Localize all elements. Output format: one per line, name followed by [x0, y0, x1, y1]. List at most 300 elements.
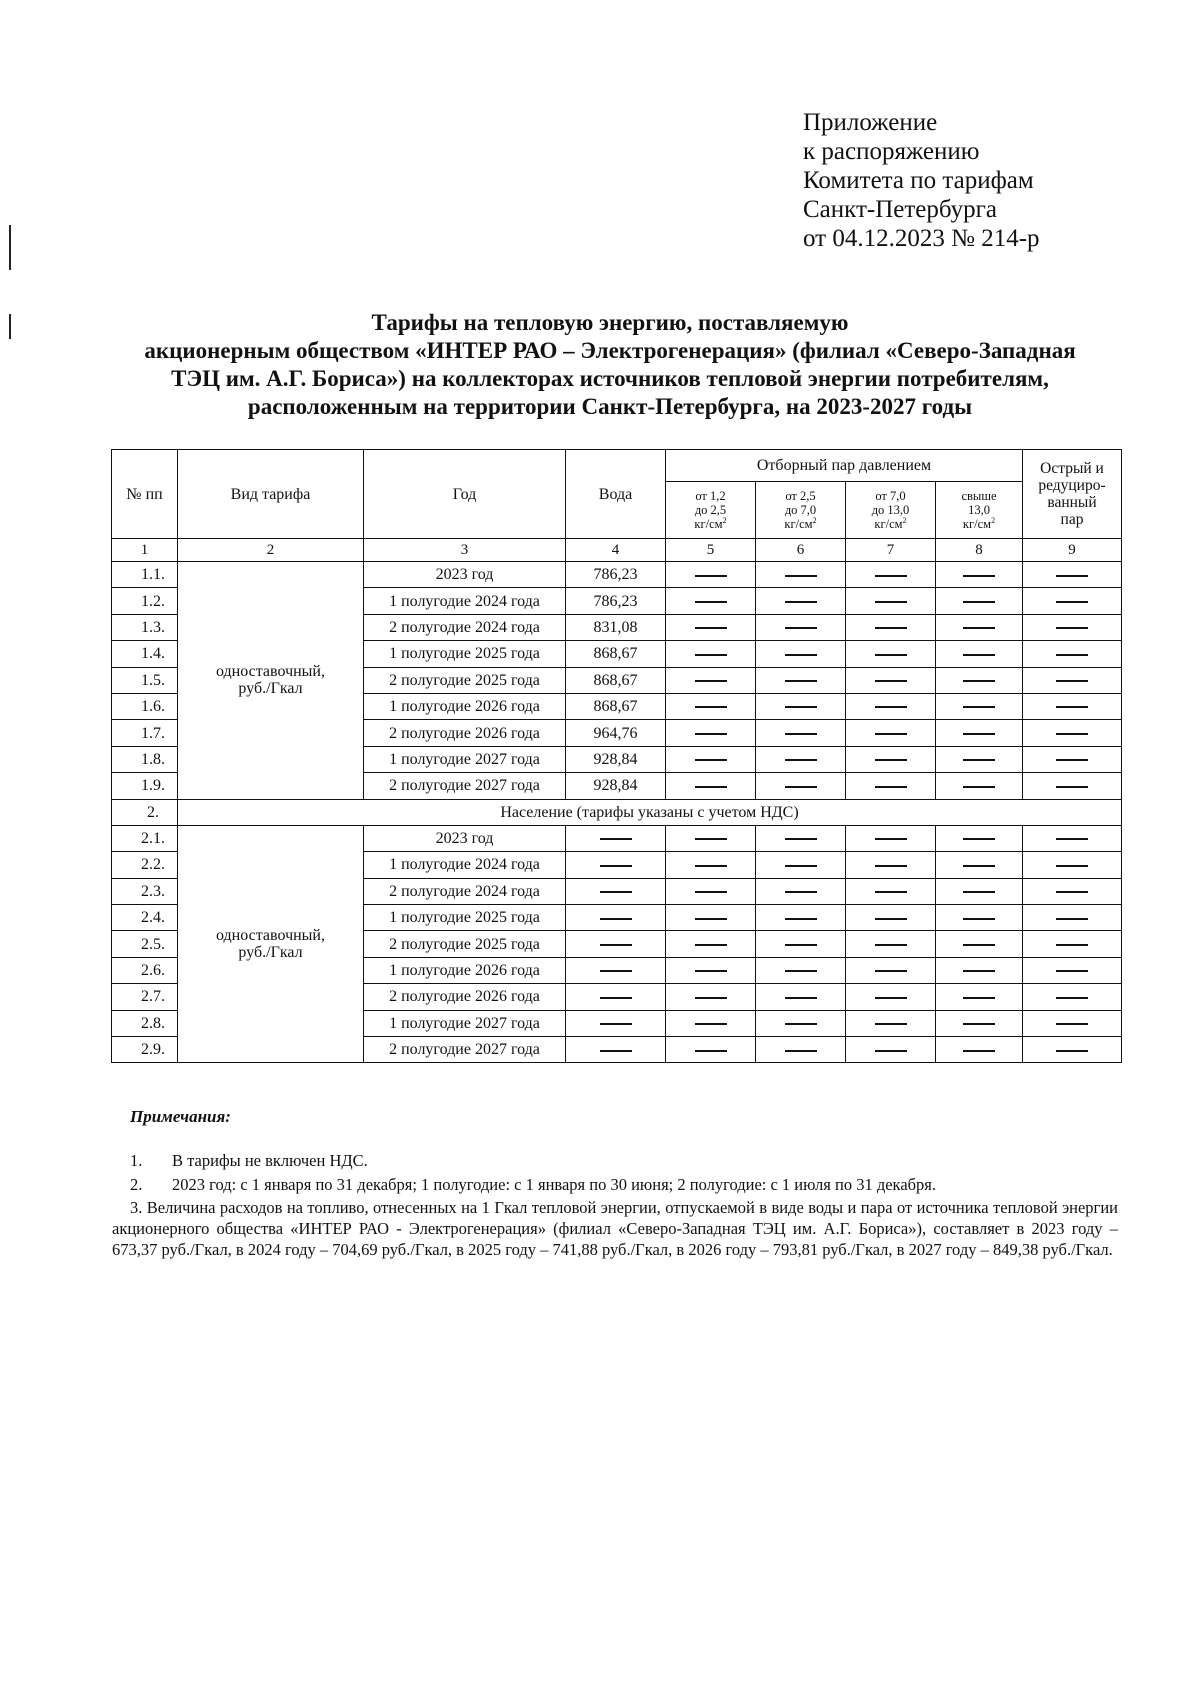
dash-mark: [875, 786, 907, 788]
empty-value-cell: [566, 1037, 666, 1063]
dash-mark: [785, 838, 817, 840]
dash-mark: [963, 918, 995, 920]
dash-mark: [1056, 601, 1088, 603]
empty-value-cell: [756, 984, 846, 1010]
dash-mark: [875, 759, 907, 761]
empty-value-cell: [846, 1037, 936, 1063]
empty-value-cell: [756, 905, 846, 931]
dash-mark: [875, 970, 907, 972]
empty-value-cell: [846, 957, 936, 983]
empty-value-cell: [756, 1010, 846, 1036]
dash-mark: [695, 838, 727, 840]
dash-mark: [963, 1050, 995, 1052]
empty-value-cell: [936, 562, 1023, 588]
unit-exponent: 2: [991, 515, 996, 525]
dash-mark: [963, 997, 995, 999]
dash-mark: [1056, 944, 1088, 946]
empty-value-cell: [756, 562, 846, 588]
column-number: 7: [846, 539, 936, 562]
table-row: [112, 825, 1122, 851]
empty-value-cell: [756, 773, 846, 799]
empty-value-cell: [936, 588, 1023, 614]
margin-mark: [9, 314, 11, 339]
note-number: 2.: [130, 1175, 143, 1194]
dash-mark: [695, 680, 727, 682]
period-cell: 2 полугодие 2027 года: [364, 773, 566, 799]
empty-value-cell: [936, 957, 1023, 983]
empty-value-cell: [846, 878, 936, 904]
dash-mark: [963, 759, 995, 761]
dash-mark: [785, 733, 817, 735]
empty-value-cell: [666, 931, 756, 957]
water-tariff-cell: 868,67: [566, 667, 666, 693]
empty-value-cell: [756, 878, 846, 904]
margin-mark: [9, 225, 11, 270]
column-number: 3: [364, 539, 566, 562]
column-number: 4: [566, 539, 666, 562]
period-cell: 1 полугодие 2027 года: [364, 746, 566, 772]
empty-value-cell: [666, 878, 756, 904]
empty-value-cell: [936, 1037, 1023, 1063]
empty-value-cell: [846, 984, 936, 1010]
dash-mark: [1056, 918, 1088, 920]
dash-mark: [785, 654, 817, 656]
dash-mark: [695, 733, 727, 735]
empty-value-cell: [936, 746, 1023, 772]
dash-mark: [963, 654, 995, 656]
dash-mark: [785, 997, 817, 999]
tariff-type-text: одноставочный,: [216, 663, 325, 681]
empty-value-cell: [1023, 562, 1122, 588]
header-sharp-steam: [1023, 450, 1122, 539]
dash-mark: [695, 627, 727, 629]
row-number-cell: 2.3.: [112, 878, 178, 904]
dash-mark: [695, 601, 727, 603]
dash-mark: [600, 838, 632, 840]
period-cell: 2 полугодие 2027 года: [364, 1037, 566, 1063]
empty-value-cell: [936, 825, 1023, 851]
header-text: от 7,0: [875, 489, 906, 503]
empty-value-cell: [756, 720, 846, 746]
dash-mark: [600, 997, 632, 999]
dash-mark: [875, 865, 907, 867]
dash-mark: [1056, 759, 1088, 761]
empty-value-cell: [666, 773, 756, 799]
empty-value-cell: [756, 614, 846, 640]
title-line: Тарифы на тепловую энергию, поставляемую: [371, 310, 849, 335]
empty-value-cell: [1023, 957, 1122, 983]
water-tariff-cell: 964,76: [566, 720, 666, 746]
empty-value-cell: [666, 667, 756, 693]
empty-value-cell: [666, 905, 756, 931]
empty-value-cell: [566, 957, 666, 983]
column-number: 2: [178, 539, 364, 562]
empty-value-cell: [756, 931, 846, 957]
dash-mark: [963, 601, 995, 603]
empty-value-cell: [666, 984, 756, 1010]
dash-mark: [1056, 865, 1088, 867]
period-cell: 2 полугодие 2026 года: [364, 720, 566, 746]
dash-mark: [695, 865, 727, 867]
dash-mark: [875, 944, 907, 946]
dash-mark: [1056, 838, 1088, 840]
dash-mark: [875, 838, 907, 840]
empty-value-cell: [1023, 1037, 1122, 1063]
empty-value-cell: [1023, 878, 1122, 904]
note-2: [130, 1174, 936, 1195]
header-steam-1-2-to-2-5: [666, 482, 756, 539]
dash-mark: [1056, 706, 1088, 708]
row-number-cell: 2.6.: [112, 957, 178, 983]
empty-value-cell: [936, 984, 1023, 1010]
period-cell: 2 полугодие 2024 года: [364, 614, 566, 640]
dash-mark: [695, 706, 727, 708]
empty-value-cell: [1023, 693, 1122, 719]
appendix-line: Санкт-Петербурга: [803, 196, 998, 223]
empty-value-cell: [1023, 825, 1122, 851]
tariff-type-text: руб./Гкал: [238, 680, 303, 698]
header-steam-7-0-to-13-0: [846, 482, 936, 539]
header-text: ванный: [1047, 494, 1097, 511]
water-tariff-cell: 786,23: [566, 588, 666, 614]
dash-mark: [963, 575, 995, 577]
dash-mark: [875, 918, 907, 920]
empty-value-cell: [756, 641, 846, 667]
section-label: Население (тарифы указаны с учетом НДС): [178, 799, 1122, 825]
empty-value-cell: [936, 614, 1023, 640]
dash-mark: [1056, 654, 1088, 656]
dash-mark: [875, 627, 907, 629]
dash-mark: [875, 575, 907, 577]
dash-mark: [785, 706, 817, 708]
notes-title: Примечания:: [130, 1107, 231, 1126]
dash-mark: [785, 627, 817, 629]
row-number-cell: 2.1.: [112, 825, 178, 851]
empty-value-cell: [756, 1037, 846, 1063]
header-water: Вода: [566, 450, 666, 539]
dash-mark: [1056, 997, 1088, 999]
note-3: 3. Величина расходов на топливо, отнесенных на 1 Гкал тепловой энергии, отпускаемой в виде воды и пара от источника тепловой энергии акционерного общества «ИНТЕР РАО - Электрогенерация» (филиал «Северо-Западная ТЭЦ им. А.Г. Бориса»), составляет в 2023 году – 673,37 руб./Гкал, в 2024 году – 704,69 руб./Гкал, в 2025 году – 741,88 руб./Гкал, в 2026 году – 793,81 руб./Гкал, в 2027 году – 849,38 руб./Гкал.: [112, 1198, 1118, 1259]
empty-value-cell: [1023, 931, 1122, 957]
header-steam-group: Отборный пар давлением: [666, 450, 1023, 482]
note-number: 1.: [130, 1151, 143, 1170]
dash-mark: [695, 891, 727, 893]
dash-mark: [695, 1023, 727, 1025]
row-number-cell: 2.8.: [112, 1010, 178, 1036]
header-steam-over-13-0: [936, 482, 1023, 539]
empty-value-cell: [846, 852, 936, 878]
dash-mark: [963, 706, 995, 708]
unit-exponent: 2: [812, 515, 817, 525]
dash-mark: [1056, 891, 1088, 893]
row-number-cell: 1.5.: [112, 667, 178, 693]
water-tariff-cell: 928,84: [566, 773, 666, 799]
dash-mark: [785, 786, 817, 788]
dash-mark: [600, 865, 632, 867]
column-number: 5: [666, 539, 756, 562]
column-number: 8: [936, 539, 1023, 562]
row-number-cell: 1.8.: [112, 746, 178, 772]
empty-value-cell: [936, 641, 1023, 667]
dash-mark: [875, 706, 907, 708]
empty-value-cell: [846, 773, 936, 799]
header-text: свыше: [961, 489, 997, 503]
empty-value-cell: [666, 746, 756, 772]
header-text: редуциро-: [1038, 477, 1106, 494]
dash-mark: [785, 865, 817, 867]
tariff-table: [111, 449, 1122, 1063]
dash-mark: [785, 1050, 817, 1052]
dash-mark: [1056, 575, 1088, 577]
header-pp: № пп: [112, 450, 178, 539]
empty-value-cell: [1023, 905, 1122, 931]
empty-value-cell: [666, 1037, 756, 1063]
dash-mark: [600, 891, 632, 893]
empty-value-cell: [936, 773, 1023, 799]
period-cell: 1 полугодие 2025 года: [364, 641, 566, 667]
row-number-cell: 1.6.: [112, 693, 178, 719]
empty-value-cell: [846, 720, 936, 746]
row-number-cell: 2.7.: [112, 984, 178, 1010]
row-number-cell: 1.7.: [112, 720, 178, 746]
note-text: 2023 год: с 1 января по 31 декабря; 1 полугодие: с 1 января по 30 июня; 2 полугодие: с 1 июля по 31 декабря.: [172, 1175, 937, 1194]
dash-mark: [963, 786, 995, 788]
empty-value-cell: [566, 852, 666, 878]
empty-value-cell: [846, 905, 936, 931]
empty-value-cell: [1023, 852, 1122, 878]
dash-mark: [785, 891, 817, 893]
empty-value-cell: [1023, 641, 1122, 667]
empty-value-cell: [1023, 1010, 1122, 1036]
dash-mark: [963, 733, 995, 735]
empty-value-cell: [1023, 746, 1122, 772]
header-unit: кг/см: [694, 517, 723, 531]
empty-value-cell: [936, 1010, 1023, 1036]
dash-mark: [695, 1050, 727, 1052]
row-number-cell: 2.2.: [112, 852, 178, 878]
row-number-cell: 2.9.: [112, 1037, 178, 1063]
dash-mark: [600, 1050, 632, 1052]
empty-value-cell: [1023, 588, 1122, 614]
dash-mark: [1056, 627, 1088, 629]
period-cell: 1 полугодие 2026 года: [364, 693, 566, 719]
header-text: до 7,0: [784, 503, 817, 517]
dash-mark: [785, 1023, 817, 1025]
dash-mark: [875, 601, 907, 603]
empty-value-cell: [666, 852, 756, 878]
empty-value-cell: [846, 825, 936, 851]
dash-mark: [1056, 786, 1088, 788]
row-number-cell: 1.2.: [112, 588, 178, 614]
empty-value-cell: [936, 852, 1023, 878]
dash-mark: [695, 654, 727, 656]
dash-mark: [1056, 680, 1088, 682]
row-number-cell: 1.1.: [112, 562, 178, 588]
empty-value-cell: [846, 588, 936, 614]
dash-mark: [875, 891, 907, 893]
empty-value-cell: [846, 931, 936, 957]
empty-value-cell: [566, 878, 666, 904]
title-line: ТЭЦ им. А.Г. Бориса») на коллекторах источников тепловой энергии потребителям,: [171, 366, 1049, 391]
dash-mark: [785, 759, 817, 761]
header-text: до 2,5: [694, 503, 727, 517]
empty-value-cell: [756, 957, 846, 983]
dash-mark: [875, 1023, 907, 1025]
row-number-cell: 1.3.: [112, 614, 178, 640]
water-tariff-cell: 928,84: [566, 746, 666, 772]
empty-value-cell: [666, 562, 756, 588]
dash-mark: [695, 944, 727, 946]
dash-mark: [695, 918, 727, 920]
period-cell: 2 полугодие 2024 года: [364, 878, 566, 904]
dash-mark: [1056, 970, 1088, 972]
header-text: до 13,0: [871, 503, 910, 517]
empty-value-cell: [566, 931, 666, 957]
period-cell: 2 полугодие 2025 года: [364, 667, 566, 693]
empty-value-cell: [846, 1010, 936, 1036]
dash-mark: [963, 865, 995, 867]
empty-value-cell: [566, 984, 666, 1010]
empty-value-cell: [666, 693, 756, 719]
dash-mark: [600, 944, 632, 946]
dash-mark: [695, 970, 727, 972]
dash-mark: [875, 1050, 907, 1052]
dash-mark: [695, 997, 727, 999]
dash-mark: [963, 944, 995, 946]
header-text: 13,0: [968, 503, 990, 517]
row-number-cell: 2.4.: [112, 905, 178, 931]
period-cell: 1 полугодие 2026 года: [364, 957, 566, 983]
dash-mark: [875, 680, 907, 682]
empty-value-cell: [666, 588, 756, 614]
empty-value-cell: [1023, 773, 1122, 799]
empty-value-cell: [1023, 720, 1122, 746]
appendix-line: Приложение: [803, 109, 938, 136]
empty-value-cell: [666, 641, 756, 667]
dash-mark: [875, 997, 907, 999]
empty-value-cell: [846, 562, 936, 588]
empty-value-cell: [936, 720, 1023, 746]
period-cell: 2 полугодие 2026 года: [364, 984, 566, 1010]
tariff-type-text: руб./Гкал: [238, 944, 303, 962]
dash-mark: [1056, 1023, 1088, 1025]
dash-mark: [963, 627, 995, 629]
period-cell: 1 полугодие 2027 года: [364, 1010, 566, 1036]
empty-value-cell: [846, 693, 936, 719]
empty-value-cell: [756, 588, 846, 614]
dash-mark: [785, 575, 817, 577]
period-cell: 2 полугодие 2025 года: [364, 931, 566, 957]
empty-value-cell: [936, 905, 1023, 931]
dash-mark: [785, 680, 817, 682]
water-tariff-cell: 868,67: [566, 693, 666, 719]
dash-mark: [963, 838, 995, 840]
row-number-cell: 1.4.: [112, 641, 178, 667]
empty-value-cell: [846, 614, 936, 640]
dash-mark: [600, 1023, 632, 1025]
empty-value-cell: [936, 878, 1023, 904]
column-number-row: [112, 539, 1122, 562]
header-text: Острый и: [1040, 460, 1104, 477]
period-cell: 2023 год: [364, 562, 566, 588]
period-cell: 1 полугодие 2024 года: [364, 588, 566, 614]
appendix-line: к распоряжению: [803, 138, 980, 165]
dash-mark: [785, 601, 817, 603]
header-year: Год: [364, 450, 566, 539]
header-steam-2-5-to-7-0: [756, 482, 846, 539]
dash-mark: [963, 1023, 995, 1025]
water-tariff-cell: 831,08: [566, 614, 666, 640]
header-unit: кг/см: [962, 517, 992, 531]
dash-mark: [875, 733, 907, 735]
dash-mark: [695, 575, 727, 577]
empty-value-cell: [846, 667, 936, 693]
empty-value-cell: [846, 746, 936, 772]
dash-mark: [1056, 1050, 1088, 1052]
row-number-cell: 2.: [112, 799, 178, 825]
water-tariff-cell: 868,67: [566, 641, 666, 667]
dash-mark: [695, 786, 727, 788]
empty-value-cell: [666, 720, 756, 746]
row-number-cell: 2.5.: [112, 931, 178, 957]
appendix-line: Комитета по тарифам: [803, 167, 1034, 194]
empty-value-cell: [666, 957, 756, 983]
dash-mark: [1056, 733, 1088, 735]
appendix-block: [803, 108, 1040, 253]
empty-value-cell: [756, 693, 846, 719]
table-row: [112, 562, 1122, 588]
tariff-type-cell: [178, 825, 364, 1063]
empty-value-cell: [936, 693, 1023, 719]
empty-value-cell: [936, 931, 1023, 957]
tariff-type-cell: [178, 562, 364, 800]
dash-mark: [963, 680, 995, 682]
dash-mark: [963, 891, 995, 893]
empty-value-cell: [666, 825, 756, 851]
empty-value-cell: [756, 746, 846, 772]
column-number: 9: [1023, 539, 1122, 562]
empty-value-cell: [756, 852, 846, 878]
water-tariff-cell: 786,23: [566, 562, 666, 588]
empty-value-cell: [566, 825, 666, 851]
period-cell: 1 полугодие 2025 года: [364, 905, 566, 931]
header-unit: кг/см: [784, 517, 813, 531]
tariff-type-text: одноставочный,: [216, 927, 325, 945]
empty-value-cell: [846, 641, 936, 667]
empty-value-cell: [666, 1010, 756, 1036]
header-unit: кг/см: [874, 517, 903, 531]
unit-exponent: 2: [902, 515, 907, 525]
header-text: от 1,2: [695, 489, 726, 503]
note-text: В тарифы не включен НДС.: [172, 1151, 368, 1170]
dash-mark: [695, 759, 727, 761]
period-cell: 1 полугодие 2024 года: [364, 852, 566, 878]
period-cell: 2023 год: [364, 825, 566, 851]
empty-value-cell: [756, 825, 846, 851]
empty-value-cell: [566, 905, 666, 931]
unit-exponent: 2: [722, 515, 727, 525]
dash-mark: [600, 918, 632, 920]
document-title: [100, 309, 1120, 421]
empty-value-cell: [1023, 667, 1122, 693]
dash-mark: [875, 654, 907, 656]
header-text: от 2,5: [785, 489, 816, 503]
empty-value-cell: [1023, 614, 1122, 640]
dash-mark: [785, 918, 817, 920]
title-line: акционерным обществом «ИНТЕР РАО – Электрогенерация» (филиал «Северо-Западная: [144, 338, 1076, 363]
dash-mark: [963, 970, 995, 972]
appendix-line: от 04.12.2023 № 214-р: [803, 225, 1040, 252]
